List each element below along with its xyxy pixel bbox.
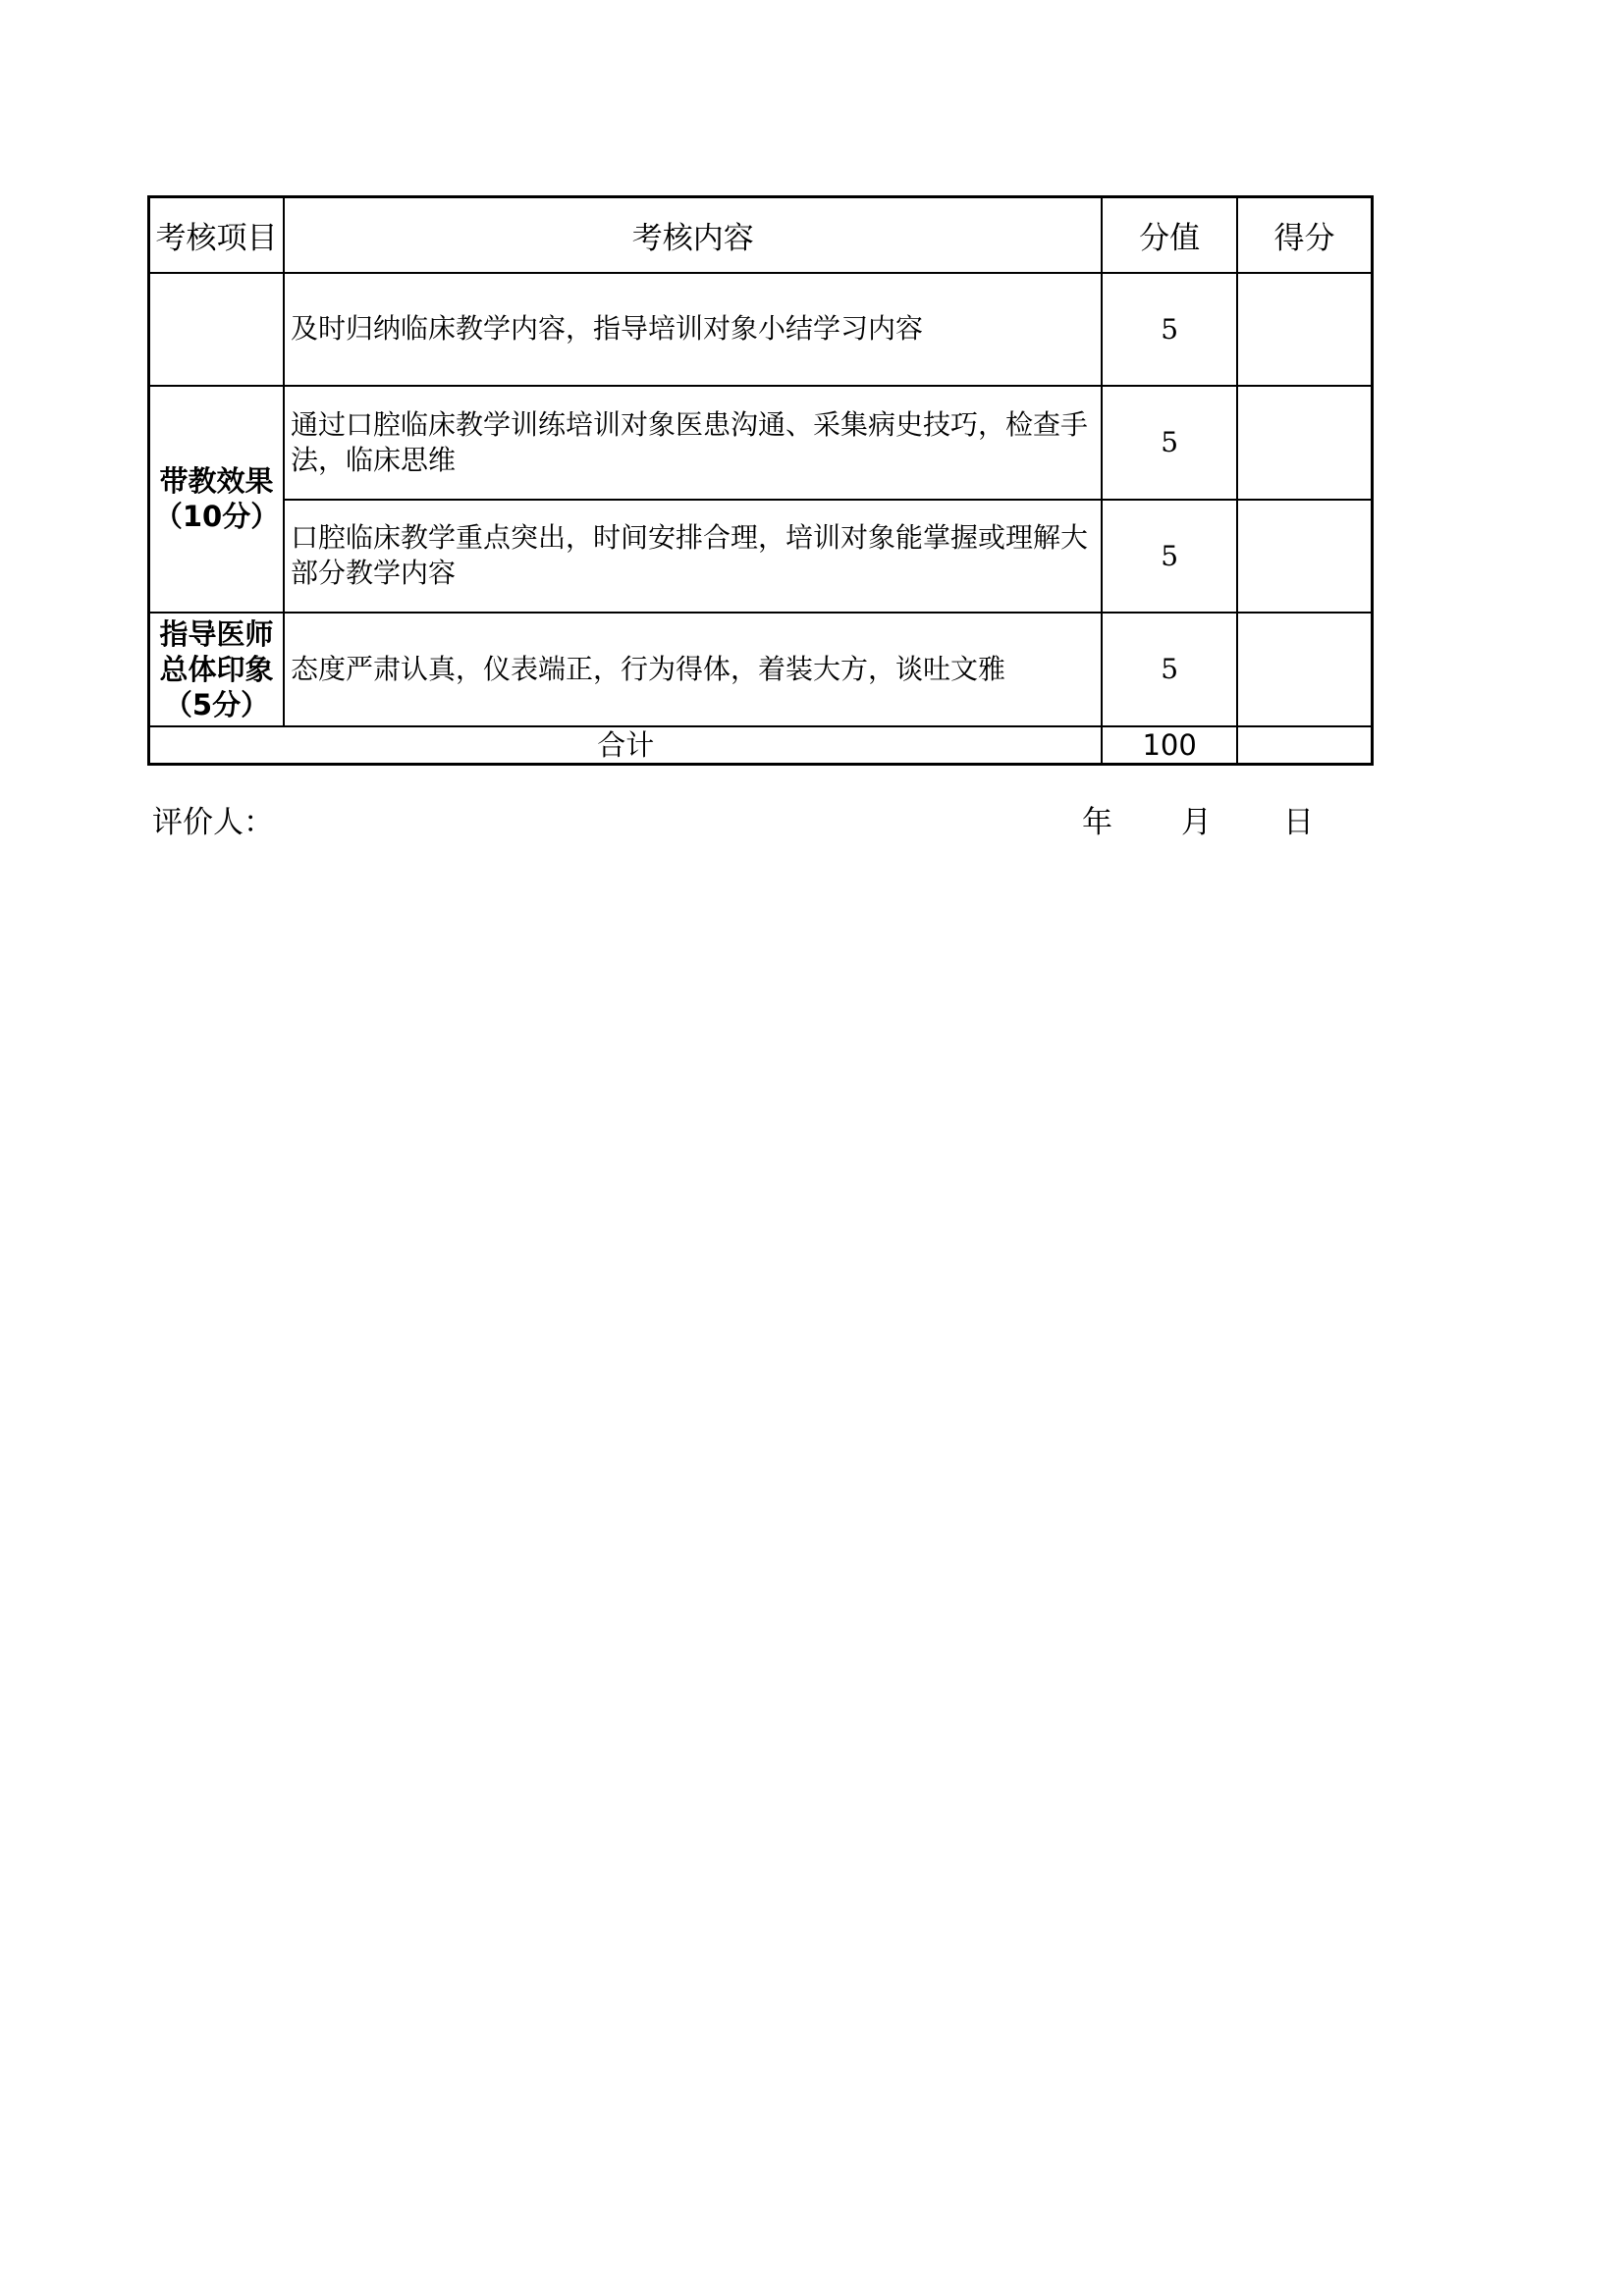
header-value: 分值: [1102, 197, 1237, 273]
header-content: 考核内容: [284, 197, 1102, 273]
header-row: [149, 197, 1373, 273]
value-cell: 5: [1102, 273, 1237, 386]
total-value: 100: [1102, 726, 1237, 765]
total-label: 合计: [149, 726, 1103, 765]
score-input-cell[interactable]: [1237, 273, 1373, 386]
assessment-table: [147, 195, 1374, 766]
category-label: 指导医师 总体印象 （5分）: [159, 616, 274, 721]
year-label: 年: [1082, 805, 1112, 840]
month-label: 月: [1181, 805, 1212, 840]
content-cell: 通过口腔临床教学训练培训对象医患沟通、采集病史技巧，检查手法，临床思维: [284, 386, 1102, 500]
category-label: 带教效果 （10分）: [153, 464, 280, 533]
table-row: [149, 500, 1373, 613]
header-score: 得分: [1237, 197, 1373, 273]
category-cell: [149, 613, 285, 726]
table-row: [149, 386, 1373, 500]
category-cell: [149, 273, 285, 386]
day-label: 日: [1283, 805, 1314, 840]
value-cell: 5: [1102, 386, 1237, 500]
score-input-cell[interactable]: [1237, 613, 1373, 726]
total-row: [149, 726, 1373, 765]
header-item: 考核项目: [149, 197, 285, 273]
table-row: [149, 613, 1373, 726]
value-cell: 5: [1102, 613, 1237, 726]
category-cell: [149, 386, 285, 613]
evaluator-label: 评价人：: [152, 805, 274, 840]
content-cell: 及时归纳临床教学内容，指导培训对象小结学习内容: [284, 273, 1102, 386]
score-input-cell[interactable]: [1237, 500, 1373, 613]
content-cell: 口腔临床教学重点突出，时间安排合理，培训对象能掌握或理解大部分教学内容: [284, 500, 1102, 613]
table-row: [149, 273, 1373, 386]
content-cell: 态度严肃认真，仪表端正，行为得体，着装大方，谈吐文雅: [284, 613, 1102, 726]
score-input-cell[interactable]: [1237, 386, 1373, 500]
total-score-cell[interactable]: [1237, 726, 1373, 765]
value-cell: 5: [1102, 500, 1237, 613]
